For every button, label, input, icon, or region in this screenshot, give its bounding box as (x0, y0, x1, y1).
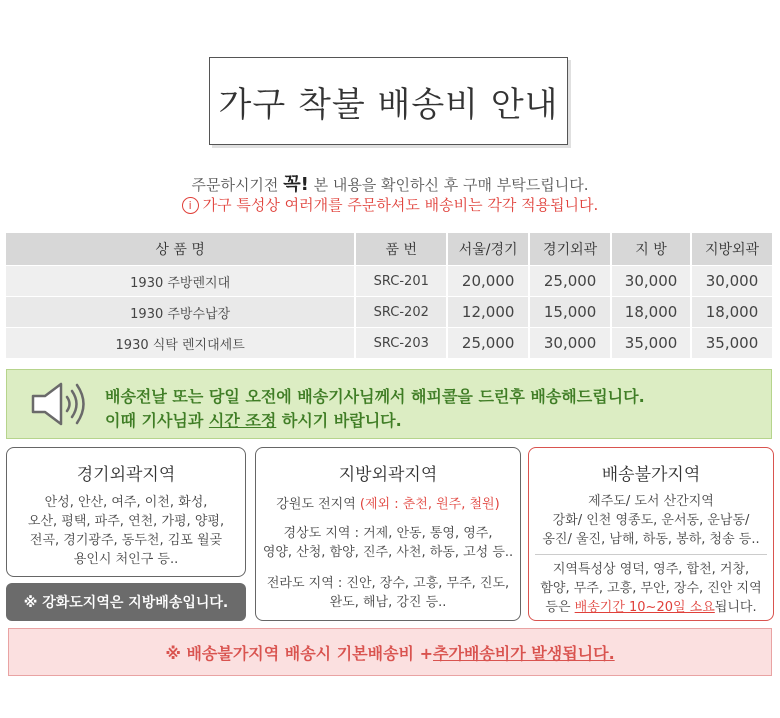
header-product: 상 품 명 (6, 233, 355, 266)
product-code: SRC-201 (355, 266, 447, 297)
table-row (6, 266, 773, 297)
table-row (6, 297, 773, 328)
product-name: 1930 식탁 렌지대세트 (6, 328, 355, 359)
header-gyeonggi: 경기외곽 (529, 233, 611, 266)
product-name: 1930 주방렌지대 (6, 266, 355, 297)
header-code: 품 번 (355, 233, 447, 266)
info-icon: i (182, 197, 199, 214)
local-region-title: 지방외곽지역 (338, 465, 438, 485)
gyeonggi-region-list: 안성, 안산, 여주, 이천, 화성, 오산, 평택, 파주, 연천, 가평, 양평, 전곡, 경기광주, 동두천, 김포 월곶 용인시 처인구 등.. (27, 495, 225, 567)
product-code: SRC-203 (355, 328, 447, 359)
unavailable-region-box (528, 447, 774, 621)
price-cell: 18,000 (691, 297, 773, 328)
gyeongsang-list: 경상도 지역 : 거제, 안동, 통영, 영주, 영양, 산청, 함양, 진주, 사천, 하동, 고성 등.. (262, 526, 514, 560)
price-cell: 35,000 (611, 328, 691, 359)
unavailable-region-list: 제주도/ 도서 산간지역 강화/ 인천 영종도, 운서동, 운남동/ 옹진/ 울진, 남해, 하동, 봉하, 청송 등.. (542, 494, 760, 547)
long-delivery-list: 지역특성상 영덕, 영주, 합천, 거창, 함양, 무주, 고흥, 무안, 장수, 진안 지역 등은 배송기간 10~20일 소요됩니다. (540, 562, 762, 615)
title-box (209, 57, 568, 145)
page-title: 가구 착불 배송비 안내 (218, 84, 559, 125)
gangwha-note: ※ 강화도지역은 지방배송입니다. (6, 583, 246, 621)
table-header-row (6, 233, 773, 266)
time-adjust-text: 시간 조정 (208, 411, 277, 430)
price-cell: 30,000 (529, 328, 611, 359)
speaker-icon (29, 379, 93, 429)
price-cell: 30,000 (611, 266, 691, 297)
unavailable-region-title: 배송불가지역 (601, 465, 701, 485)
price-cell: 15,000 (529, 297, 611, 328)
product-code: SRC-202 (355, 297, 447, 328)
header-local-outer: 지방외곽 (691, 233, 773, 266)
extra-fee-text: 추가배송비가 발생됩니다. (432, 643, 615, 663)
price-cell: 30,000 (691, 266, 773, 297)
price-cell: 25,000 (447, 328, 529, 359)
divider (535, 554, 767, 555)
delivery-notice-line1: 배송전날 또는 당일 오전에 배송기사님께서 해피콜을 드린후 배송해드립니다. (105, 387, 645, 406)
delivery-period-text: 배송기간 10~20일 소요 (574, 600, 715, 615)
price-table (6, 233, 774, 358)
local-region-box (255, 447, 521, 621)
gangwon-line: 강원도 전지역 (제외 : 춘천, 원주, 철원) (276, 497, 500, 512)
extra-fee-note: ※ 배송불가지역 배송시 기본배송비 + 추가배송비가 발생됩니다. (8, 628, 772, 676)
price-cell: 25,000 (529, 266, 611, 297)
header-seoul: 서울/경기 (447, 233, 529, 266)
jeolla-list: 전라도 지역 : 진안, 장수, 고흥, 무주, 진도, 완도, 해남, 강진 등.. (266, 576, 510, 610)
price-cell: 12,000 (447, 297, 529, 328)
emphasis-text: 꼭! (283, 174, 309, 195)
order-notice: 주문하시기전 꼭! 본 내용을 확인하신 후 구매 부탁드립니다. (191, 174, 589, 195)
table-row (6, 328, 773, 359)
product-name: 1930 주방수납장 (6, 297, 355, 328)
delivery-notice-box (6, 369, 772, 439)
gyeonggi-region-title: 경기외곽지역 (76, 465, 176, 485)
fee-notice: i 가구 특성상 여러개를 주문하셔도 배송비는 각각 적용됩니다. (0, 194, 780, 215)
price-cell: 20,000 (447, 266, 529, 297)
price-cell: 18,000 (611, 297, 691, 328)
header-local: 지 방 (611, 233, 691, 266)
price-cell: 35,000 (691, 328, 773, 359)
gyeonggi-region-box (6, 447, 246, 577)
delivery-notice-line2: 이때 기사님과 시간 조정 하시기 바랍니다. (105, 411, 402, 430)
